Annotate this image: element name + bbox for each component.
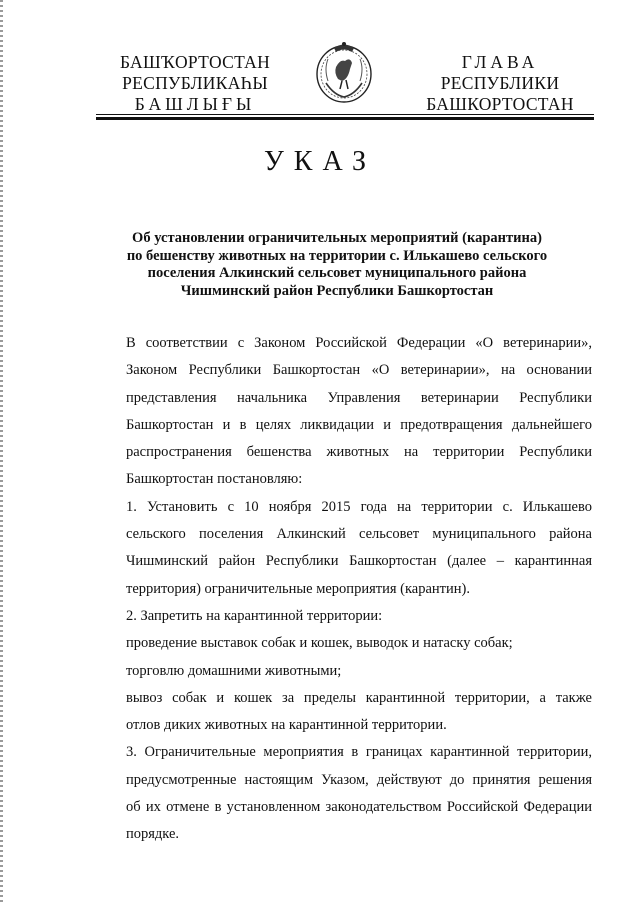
text-line: Чишминский район Республики Башкортостан (далее – карантинная [126, 553, 592, 570]
text-line: 3. Ограничительные мероприятия в границах карантинной территории, [126, 744, 592, 761]
text-line: отлов диких животных на карантинной территории. [126, 717, 447, 734]
document-title: УКАЗ [263, 146, 377, 177]
text-line: предусмотренные настоящим Указом, действуют до принятия решения [126, 771, 592, 788]
header-rule-thick [96, 117, 594, 120]
subject-line: Чишминский район Республики Башкортостан [180, 282, 494, 299]
text-line: Башкортостан и в целях ликвидации и предотвращения дальнейшего [126, 416, 592, 433]
decree-body [92, 330, 592, 849]
text-line: вывоз собак и кошек за пределы карантинной территории, а также [126, 689, 592, 706]
header-bashkir-line: РЕСПУБЛИКАҺЫ [122, 73, 268, 93]
item-2-point [92, 685, 592, 740]
header-russian [415, 52, 585, 115]
text-line: В соответствии с Законом Российской Федерации «О ветеринарии», [126, 335, 592, 351]
header-rule-thin [96, 114, 594, 115]
text-line: Законом Республики Башкортостан «О ветеринарии», на основании [126, 362, 592, 379]
decree-subject [112, 230, 562, 300]
text-line: сельского поселения Алкинский сельсовет муниципального района [126, 526, 592, 543]
text-line: проведение выставок собак и кошек, выводок и натаску собак; [126, 635, 513, 652]
header-russian-line: БАШКОРТОСТАН [426, 94, 574, 114]
item-2-intro [92, 603, 592, 630]
header-bashkir [100, 52, 290, 115]
header-bashkir-line: БАШЛЫҒЫ [134, 94, 256, 114]
header-russian-line: ГЛАВА [461, 52, 539, 72]
preamble-paragraph [92, 330, 592, 494]
text-line: порядке. [126, 826, 180, 843]
item-2-point [92, 658, 592, 685]
scan-edge [0, 0, 3, 905]
text-line: 2. Запретить на карантинной территории: [126, 607, 383, 624]
text-line: Башкортостан постановляю: [126, 471, 303, 488]
text-line: торговлю домашними животными; [126, 662, 342, 679]
subject-line: Об установлении ограничительных мероприятий (карантина) [132, 230, 542, 246]
header-bashkir-line: БАШҠОРТОСТАН [119, 52, 271, 72]
item-2-point [92, 630, 592, 657]
text-line: об их отмене в установленном законодательством Российской Федерации [126, 799, 592, 816]
coat-of-arms-icon [312, 39, 376, 105]
text-line: распространения бешенства животных на территории Республики [126, 444, 592, 461]
header-russian-line: РЕСПУБЛИКИ [440, 73, 560, 93]
text-line: 1. Установить с 10 ноября 2015 года на территории с. Илькашево [126, 498, 592, 515]
text-line: представления начальника Управления ветеринарии Республики [126, 389, 592, 406]
item-3-paragraph [92, 739, 592, 848]
subject-line: поселения Алкинский сельсовет муниципального района [147, 265, 527, 281]
item-1-paragraph [92, 494, 592, 603]
subject-line: по бешенству животных на территории с. Илькашево сельского [126, 247, 548, 264]
text-line: территория) ограничительные мероприятия (карантин). [126, 580, 470, 597]
